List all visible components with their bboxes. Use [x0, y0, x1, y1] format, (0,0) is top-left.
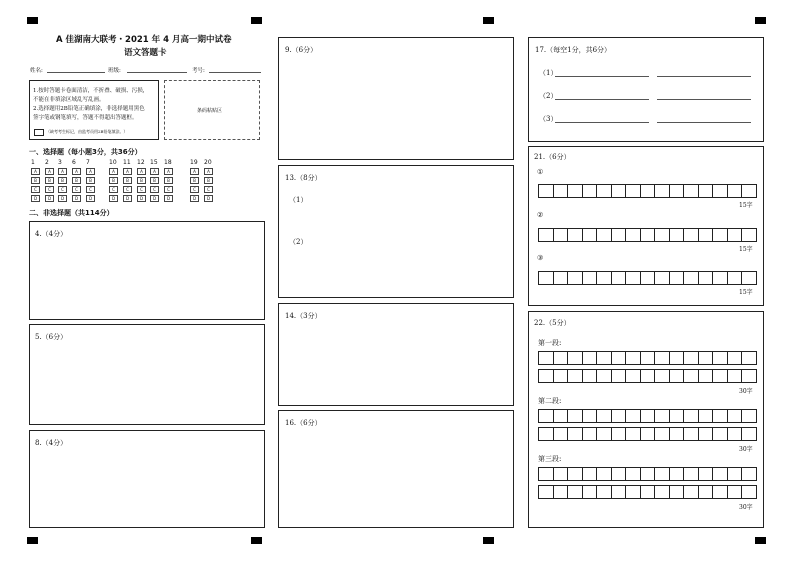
- registration-mark: [251, 17, 262, 24]
- exam-title: A 佳湖南大联考・2021 年 4 月高一期中试卷: [56, 35, 232, 45]
- choice-bubble-d[interactable]: D: [109, 195, 118, 202]
- question-label: 5.（6分）: [35, 333, 68, 341]
- blank-line[interactable]: [555, 99, 649, 100]
- sub-question-label: （2）: [289, 238, 308, 246]
- paragraph-label: 第二段:: [538, 397, 562, 405]
- choice-bubble-b[interactable]: B: [164, 177, 173, 184]
- notice-line: 不能在非填涂区域乱写乱画。: [33, 97, 105, 103]
- question-label: 14.（3分）: [285, 312, 322, 320]
- name-label: 姓名:: [30, 68, 43, 74]
- sub-question-label: ②: [537, 211, 544, 219]
- choice-bubble-b[interactable]: B: [150, 177, 159, 184]
- choice-bubble-d[interactable]: D: [72, 195, 81, 202]
- character-grid[interactable]: [538, 184, 757, 198]
- choice-column: [164, 168, 173, 204]
- question-label: 22.（5分）: [534, 319, 571, 327]
- blank-label: （3）: [539, 115, 558, 123]
- answer-box-q13[interactable]: [278, 165, 514, 298]
- absent-checkbox[interactable]: [34, 129, 44, 136]
- barcode-area: [164, 80, 260, 140]
- choice-column: [72, 168, 81, 204]
- choice-bubble-c[interactable]: C: [123, 186, 132, 193]
- class-field[interactable]: [127, 72, 187, 73]
- choice-column: [86, 168, 95, 204]
- choice-bubble-b[interactable]: B: [86, 177, 95, 184]
- exam-number-field[interactable]: [209, 72, 261, 73]
- character-grid[interactable]: [538, 467, 757, 481]
- notice-line: 1.按时答题卡卷面清洁，不折叠、破损、污损，: [33, 88, 149, 94]
- choice-bubble-c[interactable]: C: [204, 186, 213, 193]
- character-grid[interactable]: [538, 409, 757, 423]
- exam-number-label: 考号:: [192, 68, 205, 74]
- choice-bubble-a[interactable]: A: [164, 168, 173, 175]
- registration-mark: [251, 537, 262, 544]
- choice-bubble-c[interactable]: C: [109, 186, 118, 193]
- question-number: 12: [137, 159, 145, 166]
- choice-bubble-c[interactable]: C: [150, 186, 159, 193]
- question-number: 19: [190, 159, 198, 166]
- choice-column: [137, 168, 146, 204]
- choice-bubble-c[interactable]: C: [58, 186, 67, 193]
- char-count: 30字: [739, 446, 753, 453]
- question-number: 3: [58, 159, 62, 166]
- notice-line: 2.选择题用2B铅笔正确填涂，非选择题用黑色: [33, 106, 145, 112]
- question-number: 6: [72, 159, 76, 166]
- question-label: 8.（4分）: [35, 439, 68, 447]
- registration-mark: [755, 537, 766, 544]
- blank-line[interactable]: [555, 76, 649, 77]
- answer-box-q17[interactable]: [528, 37, 764, 142]
- answer-box-q9[interactable]: [278, 37, 514, 160]
- character-grid[interactable]: [538, 351, 757, 365]
- question-label: 13.（8分）: [285, 174, 322, 182]
- choice-bubble-d[interactable]: D: [190, 195, 199, 202]
- choice-column: [123, 168, 132, 204]
- answer-box-q14[interactable]: [278, 303, 514, 406]
- choice-bubble-d[interactable]: D: [86, 195, 95, 202]
- answer-box-q21: [528, 146, 764, 306]
- char-count: 15字: [739, 246, 753, 253]
- question-number: 10: [109, 159, 117, 166]
- class-label: 班级:: [108, 68, 121, 74]
- paragraph-label: 第一段:: [538, 339, 562, 347]
- question-number: 18: [164, 159, 172, 166]
- char-count: 30字: [739, 388, 753, 395]
- question-number: 15: [150, 159, 158, 166]
- choice-bubble-b[interactable]: B: [58, 177, 67, 184]
- choice-bubble-d[interactable]: D: [31, 195, 40, 202]
- character-grid[interactable]: [538, 271, 757, 285]
- blank-line[interactable]: [657, 122, 751, 123]
- question-label: 4.（4分）: [35, 230, 68, 238]
- registration-mark: [27, 17, 38, 24]
- choice-bubble-d[interactable]: D: [123, 195, 132, 202]
- registration-mark: [483, 17, 494, 24]
- notice-box: [29, 80, 159, 140]
- blank-line[interactable]: [657, 99, 751, 100]
- character-grid[interactable]: [538, 485, 757, 499]
- choice-bubble-a[interactable]: A: [190, 168, 199, 175]
- sub-question-label: ③: [537, 254, 544, 262]
- choice-column: [109, 168, 118, 204]
- sub-question-label: ①: [537, 168, 544, 176]
- registration-mark: [755, 17, 766, 24]
- question-label: 9.（6分）: [285, 46, 318, 54]
- notice-line: 签字笔或钢笔填写，答题不得超出答题框。: [33, 115, 138, 121]
- name-field[interactable]: [47, 72, 105, 73]
- choice-bubble-c[interactable]: C: [190, 186, 199, 193]
- answer-box-q4[interactable]: [29, 221, 265, 320]
- choice-column: [204, 168, 213, 204]
- choice-bubble-d[interactable]: D: [45, 195, 54, 202]
- choice-bubble-a[interactable]: A: [123, 168, 132, 175]
- blank-line[interactable]: [555, 122, 649, 123]
- choice-bubble-b[interactable]: B: [137, 177, 146, 184]
- choice-bubble-b[interactable]: B: [72, 177, 81, 184]
- choice-bubble-a[interactable]: A: [45, 168, 54, 175]
- paragraph-label: 第三段:: [538, 455, 562, 463]
- blank-line[interactable]: [657, 76, 751, 77]
- choice-column: [58, 168, 67, 204]
- choice-column: [45, 168, 54, 204]
- question-label: 21.（6分）: [534, 153, 571, 161]
- blank-label: （2）: [539, 92, 558, 100]
- registration-mark: [483, 537, 494, 544]
- exam-subtitle: 语文答题卡: [124, 48, 167, 58]
- character-grid[interactable]: [538, 228, 757, 242]
- answer-box-q5[interactable]: [29, 324, 265, 425]
- choice-bubble-c[interactable]: C: [137, 186, 146, 193]
- choice-bubble-a[interactable]: A: [31, 168, 40, 175]
- choice-bubble-c[interactable]: C: [164, 186, 173, 193]
- registration-mark: [27, 537, 38, 544]
- choice-column: [31, 168, 40, 204]
- question-label: 17.（每空1分，共6分）: [535, 46, 612, 54]
- question-number: 1: [31, 159, 35, 166]
- choice-bubble-b[interactable]: B: [204, 177, 213, 184]
- choice-bubble-b[interactable]: B: [190, 177, 199, 184]
- sub-question-label: （1）: [289, 196, 308, 204]
- choice-column: [150, 168, 159, 204]
- choice-bubble-c[interactable]: C: [86, 186, 95, 193]
- char-count: 30字: [739, 504, 753, 511]
- answer-box-q8[interactable]: [29, 430, 265, 528]
- section1-heading: 一、选择题（每小题3分，共36分）: [29, 148, 142, 156]
- choice-bubble-d[interactable]: D: [164, 195, 173, 202]
- character-grid[interactable]: [538, 427, 757, 441]
- choice-bubble-a[interactable]: A: [109, 168, 118, 175]
- absent-note: （缺考考生标记，由监考员用2B铅笔填涂。）: [46, 129, 128, 134]
- answer-box-q22: [528, 311, 764, 528]
- question-number: 7: [86, 159, 90, 166]
- choice-bubble-d[interactable]: D: [58, 195, 67, 202]
- question-label: 16.（6分）: [285, 419, 322, 427]
- char-count: 15字: [739, 289, 753, 296]
- question-number: 11: [123, 159, 131, 166]
- barcode-label: 条码粘贴区: [197, 108, 223, 114]
- choice-bubble-a[interactable]: A: [137, 168, 146, 175]
- choice-bubble-b[interactable]: B: [31, 177, 40, 184]
- answer-box-q16[interactable]: [278, 410, 514, 528]
- choice-bubble-a[interactable]: A: [72, 168, 81, 175]
- choice-bubble-b[interactable]: B: [109, 177, 118, 184]
- char-count: 15字: [739, 202, 753, 209]
- choice-bubble-d[interactable]: D: [137, 195, 146, 202]
- choice-bubble-c[interactable]: C: [31, 186, 40, 193]
- choice-bubble-b[interactable]: B: [45, 177, 54, 184]
- choice-bubble-a[interactable]: A: [204, 168, 213, 175]
- choice-bubble-d[interactable]: D: [204, 195, 213, 202]
- choice-bubble-b[interactable]: B: [123, 177, 132, 184]
- question-number: 20: [204, 159, 212, 166]
- question-number: 2: [45, 159, 49, 166]
- choice-column: [190, 168, 199, 204]
- choice-bubble-a[interactable]: A: [86, 168, 95, 175]
- character-grid[interactable]: [538, 369, 757, 383]
- choice-bubble-a[interactable]: A: [58, 168, 67, 175]
- blank-label: （1）: [539, 69, 558, 77]
- choice-bubble-d[interactable]: D: [150, 195, 159, 202]
- choice-bubble-a[interactable]: A: [150, 168, 159, 175]
- section2-heading: 二、非选择题（共114分）: [29, 209, 114, 217]
- choice-bubble-c[interactable]: C: [72, 186, 81, 193]
- choice-bubble-c[interactable]: C: [45, 186, 54, 193]
